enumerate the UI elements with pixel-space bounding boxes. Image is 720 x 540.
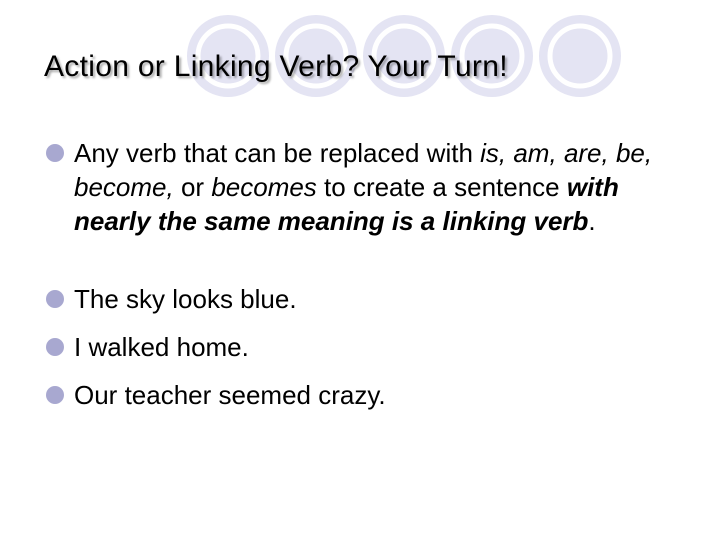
definition-item (46, 136, 686, 238)
definition-text-3: to create a sentence (316, 172, 567, 202)
bullet-list (46, 136, 686, 412)
slide-title: Action or Linking Verb? Your Turn! (44, 50, 508, 83)
example-text: Our teacher seemed crazy. (74, 380, 386, 410)
definition-text-4: . (588, 206, 596, 236)
definition-emphasis: with nearly the same meaning is a linking verb (74, 172, 619, 236)
example-text: The sky looks blue. (74, 284, 297, 314)
bullet-icon (46, 386, 64, 404)
example-item (46, 378, 686, 412)
definition-space (557, 138, 564, 168)
definition-word-is-am: is, am, (480, 138, 557, 168)
definition-text-2: or (173, 172, 212, 202)
example-text: I walked home. (74, 332, 249, 362)
bullet-icon (46, 144, 64, 162)
definition-word-are-be-become: are, be, become, (74, 138, 653, 202)
example-item (46, 330, 686, 364)
definition-text-1: Any verb that can be replaced with (74, 138, 481, 168)
example-item (46, 282, 686, 316)
definition-word-becomes: becomes (211, 172, 317, 202)
bullet-icon (46, 338, 64, 356)
bullet-icon (46, 290, 64, 308)
